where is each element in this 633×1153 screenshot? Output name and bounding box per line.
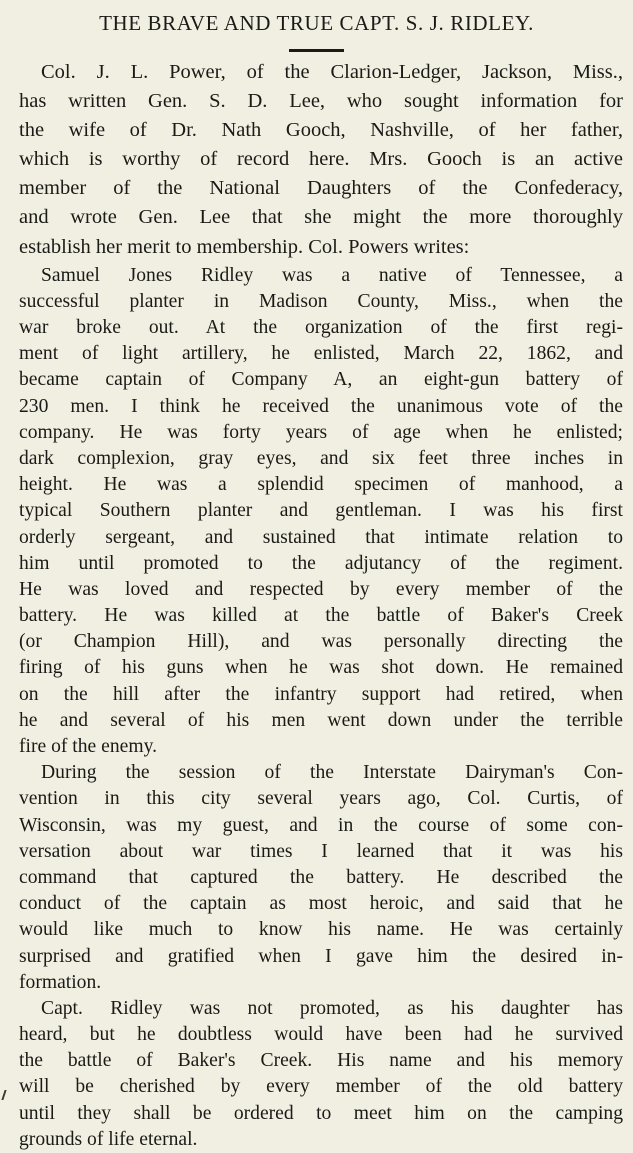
text-line: company. He was forty years of age when he enlisted;: [19, 421, 623, 443]
text-line: him until promoted to the adjutancy of the regiment.: [19, 552, 623, 574]
text-line: Col. J. L. Power, of the Clarion-Ledger, Jackson, Miss.,: [41, 61, 623, 83]
text-line: which is worthy of record here. Mrs. Gooch is an active: [19, 148, 623, 171]
text-line: heard, but he doubtless would have been had he survived: [19, 1024, 623, 1046]
text-line: Capt. Ridley was not promoted, as his daughter has: [41, 997, 623, 1019]
text-line: war broke out. At the organization of the first regi-: [19, 317, 623, 339]
text-line: firing of his guns when he was shot down. He remained: [19, 657, 623, 679]
text-line: versation about war times I learned that it was his: [19, 840, 623, 862]
text-line: would like much to know his name. He was certainly: [19, 919, 623, 941]
text-line: ment of light artillery, he enlisted, March 22, 1862, and: [19, 343, 623, 365]
text-line: and wrote Gen. Lee that she might the more thoroughly: [19, 206, 623, 229]
text-line: until they shall be ordered to meet him on the camping: [19, 1102, 623, 1124]
text-line: During the session of the Interstate Dairyman's Con-: [41, 762, 623, 784]
text-line: on the hill after the infantry support had retired, when: [19, 683, 623, 705]
text-line: 230 men. I think he received the unanimous vote of the: [19, 395, 623, 417]
text-line: orderly sergeant, and sustained that intimate relation to: [19, 526, 623, 548]
title-rule: [289, 49, 344, 52]
text-line: fire of the enemy.: [19, 736, 157, 758]
paragraph-convention: [19, 760, 623, 996]
text-line: Samuel Jones Ridley was a native of Tennessee, a: [41, 264, 623, 286]
text-line: will be cherished by every member of the old battery: [19, 1076, 623, 1098]
text-line: member of the National Daughters of the Confederacy,: [19, 177, 623, 200]
text-line: dark complexion, gray eyes, and six feet three inches in: [19, 447, 623, 469]
text-line: has written Gen. S. D. Lee, who sought information for: [19, 90, 623, 113]
text-line: command that captured the battery. He described the: [19, 866, 623, 888]
text-line: vention in this city several years ago, Col. Curtis, of: [19, 788, 623, 810]
text-line: conduct of the captain as most heroic, and said that he: [19, 893, 623, 915]
text-line: grounds of life eternal.: [19, 1128, 198, 1150]
text-line: battery. He was killed at the battle of Baker's Creek: [19, 605, 623, 627]
text-line: became captain of Company A, an eight-gun battery of: [19, 369, 623, 391]
text-line: Wisconsin, was my guest, and in the course of some con-: [19, 814, 623, 836]
paragraph-conclusion: [19, 996, 623, 1153]
text-line: surprised and gratified when I gave him the desired in-: [19, 945, 623, 967]
article-title: THE BRAVE AND TRUE CAPT. S. J. RIDLEY.: [99, 11, 534, 35]
text-line: typical Southern planter and gentleman. I was his first: [19, 500, 623, 522]
text-line: he and several of his men went down under the terrible: [19, 709, 623, 731]
paragraph-biography: [19, 263, 623, 761]
text-line: formation.: [19, 971, 102, 993]
text-line: height. He was a splendid specimen of manhood, a: [19, 474, 623, 496]
article-body: [19, 58, 623, 1153]
text-line: the wife of Dr. Nath Gooch, Nashville, of her father,: [19, 119, 623, 142]
text-line: establish her merit to membership. Col. Powers writes:: [19, 235, 470, 258]
text-line: the battle of Baker's Creek. His name and his memory: [19, 1050, 623, 1072]
text-line: He was loved and respected by every member of the: [19, 578, 623, 600]
paragraph-intro: [19, 58, 623, 262]
margin-mark: [1, 1090, 6, 1100]
text-line: successful planter in Madison County, Miss., when the: [19, 290, 623, 312]
text-line: (or Champion Hill), and was personally directing the: [19, 631, 623, 653]
